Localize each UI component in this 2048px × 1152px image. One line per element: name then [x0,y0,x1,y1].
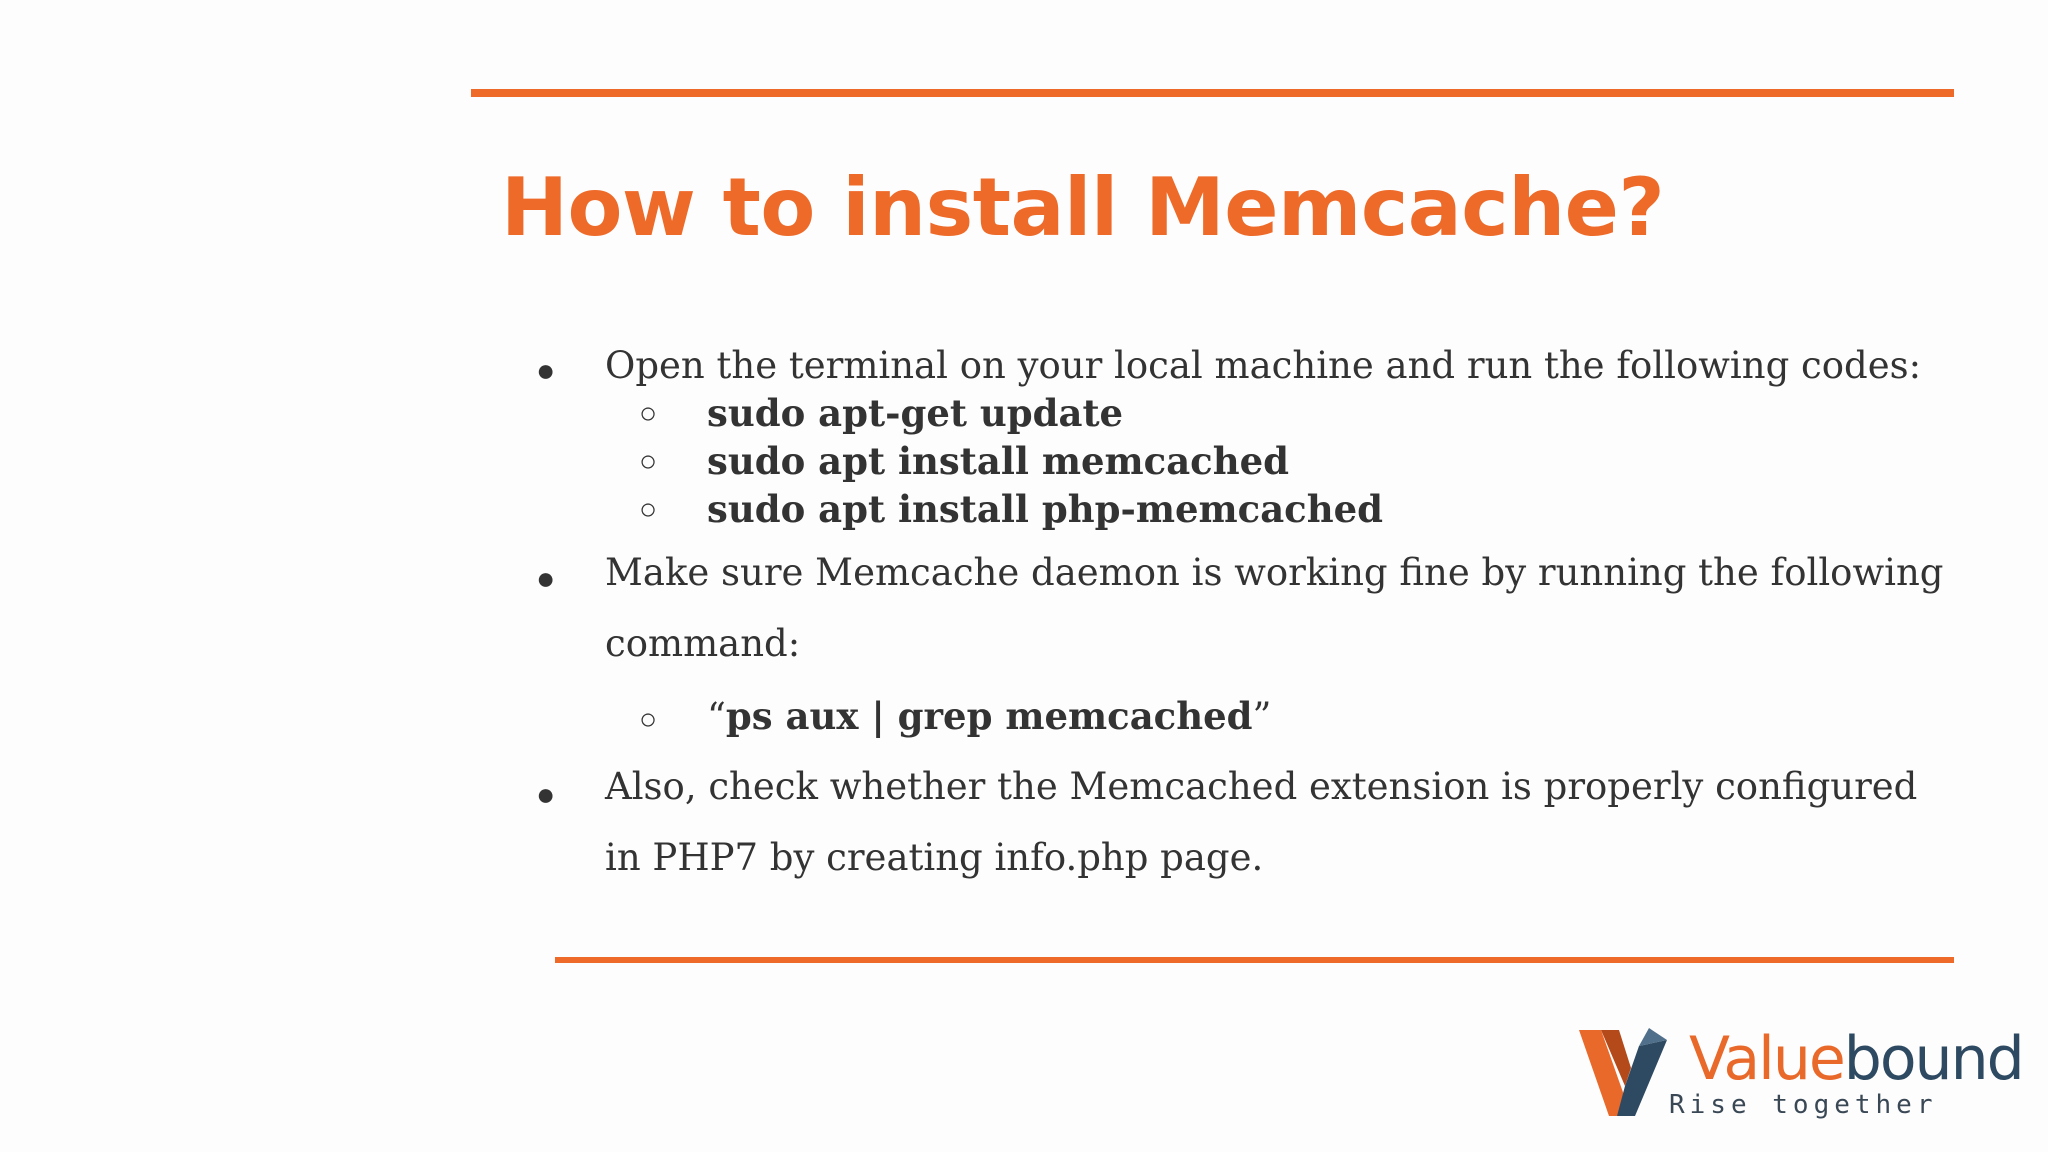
command-install-php-memcached: sudo apt install php-memcached [707,487,1384,531]
bullet-3-text [605,751,1935,893]
bullet-2-line-1: Make sure Memcache daemon is working fine by running the following [605,551,1944,594]
command-install-memcached: sudo apt install memcached [707,439,1290,483]
logo-tagline: Rise together [1669,1090,1938,1120]
bottom-divider [555,957,1954,963]
bullet-2-line-2: command: [605,622,801,665]
bullet-1-text: Open the terminal on your local machine and run the following codes: [605,344,1922,387]
sub-bullet-glyph: ○ [639,445,658,478]
command-ps-grep [707,692,1271,741]
logo-wordmark-value: Value [1689,1024,1844,1094]
bullet-glyph: ● [536,560,556,596]
bullet-glyph: ● [536,776,556,812]
command-ps-grep-text: ps aux | grep memcached [725,694,1253,738]
bullet-3-line-1: Also, check whether the Memcached extension is properly configured [605,765,1918,808]
sub-bullet-glyph: ○ [639,493,658,526]
valuebound-v-logo-icon [1579,1028,1667,1118]
top-divider [471,89,1954,97]
close-quote: ” [1252,695,1272,738]
open-quote: “ [707,695,726,738]
logo-wordmark [1689,1024,2023,1094]
bullet-2-text [605,537,1944,679]
slide-title: How to install Memcache? [501,161,1665,254]
sub-bullet-glyph: ○ [639,703,658,736]
bullet-glyph: ● [536,352,556,388]
logo-wordmark-bound: bound [1843,1024,2023,1094]
bullet-3-line-2: in PHP7 by creating info.php page. [605,836,1264,879]
command-apt-get-update: sudo apt-get update [707,391,1124,435]
sub-bullet-glyph: ○ [639,397,658,430]
valuebound-logo [1579,1024,2029,1124]
